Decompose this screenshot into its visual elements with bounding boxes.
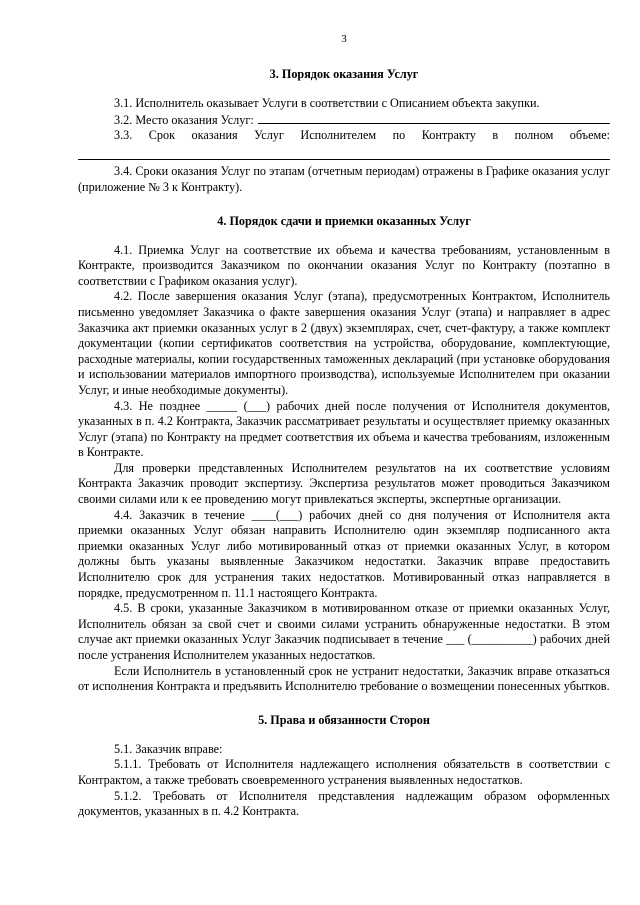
clause-3-3: 3.3. Срок оказания Услуг Исполнителем по Контракту в полном объеме: bbox=[114, 128, 610, 143]
clause-5-1: 5.1. Заказчик вправе: bbox=[114, 741, 223, 756]
place-blank-line bbox=[258, 112, 610, 124]
section-5-title: 5. Права и обязанности Сторон bbox=[258, 712, 430, 727]
clause-4-3-expertise: Для проверки представленных Исполнителем результатов на их соответствие условиям Контракта Заказчик проводит экспертизу. Экспертиза результатов может проводиться Заказчиком своими силами или к ее проведению могут привлекаться эксперты, экспертные организации. bbox=[78, 460, 610, 507]
clause-4-5-refusal: Если Исполнитель в установленный срок не устранит недостатки, Заказчик вправе отказаться от исполнения Контракта и предъявить Исполнителю требование о возмещении понесенных убытков. bbox=[78, 663, 610, 694]
term-blank-line bbox=[78, 144, 610, 161]
clause-4-5: 4.5. В сроки, указанные Заказчиком в мотивированном отказе от приемки оказанных Услуг, Исполнитель обязан за свой счет и своими силами устранить обнаруженные недостатки. В этом случае акт приемки оказанных Услуг Заказчик подписывает в течение ___ (__________) рабочих дней после устранения Исполнителем указанных недостатков. bbox=[78, 601, 610, 662]
clause-3-2-label: 3.2. Место оказания Услуг: bbox=[114, 112, 254, 127]
clause-5-1-2: 5.1.2. Требовать от Исполнителя представления надлежащим образом оформленных документов, указанных в п. 4.2 Контракта. bbox=[78, 788, 610, 819]
clause-4-2: 4.2. После завершения оказания Услуг (этапа), предусмотренных Контрактом, Исполнитель письменно уведомляет Заказчика о факте завершения оказания Услуг (этапа) и направляет в адрес Заказчика акт приемки оказанных услуг в 2 (двух) экземплярах, счет, счет-фактуру, а также комплект документации (копии сертификатов соответствия на устройства, оборудование, комплектующие, расходные материалы, копии государственных таможенных деклараций (при установке оборудования и использовании материалов импортного производства), используемые Исполнителем при оказании Услуг, и иные необходимые документы). bbox=[78, 289, 610, 397]
document-page bbox=[78, 32, 610, 820]
page-number: 3 bbox=[341, 33, 347, 45]
clause-3-1: 3.1. Исполнитель оказывает Услуги в соответствии с Описанием объекта закупки. bbox=[114, 96, 540, 110]
clause-3-4: 3.4. Сроки оказания Услуг по этапам (отчетным периодам) отражены в Графике оказания услуг (приложение № 3 к Контракту). bbox=[78, 164, 610, 194]
clause-4-4: 4.4. Заказчик в течение ____(___) рабочих дней со дня получения от Исполнителя акта приемки оказанных Услуг обязан направить Исполнителю один экземпляр подписанного акта приемки оказанных Услуг либо мотивированный отказ от приемки оказанных Услуг, в котором должны быть указаны выявленные Заказчиком недостатки. Заказчик вправе предоставить Исполнителю срок для устранения таких недостатков. Мотивированный отказ направляется в порядке, предусмотренном п. 11.1 настоящего Контракта. bbox=[78, 507, 610, 600]
clause-4-1: 4.1. Приемка Услуг на соответствие их объема и качества требованиям, установленным в Контракте, производится Заказчиком по окончании оказания Услуг по Контракту (поэтапно в соответствии с Графиком оказания услуг). bbox=[78, 242, 610, 288]
clause-4-3: 4.3. Не позднее _____ (___) рабочих дней после получения от Исполнителя документов, указанных в п. 4.2 Контракта, Заказчик рассматривает результаты и осуществляет приемку оказанных Услуг (этапа) по Контракту на предмет соответствия их объема и качества требованиям, изложенным в Контракте. bbox=[78, 398, 610, 460]
clause-5-1-1: 5.1.1. Требовать от Исполнителя надлежащего исполнения обязательств в соответствии с Контрактом, а также требовать своевременного устранения выявленных недостатков. bbox=[78, 757, 610, 787]
clause-3-2 bbox=[78, 112, 610, 129]
section-4-title: 4. Порядок сдачи и приемки оказанных Услуг bbox=[217, 213, 471, 228]
section-3-title: 3. Порядок оказания Услуг bbox=[269, 67, 419, 81]
